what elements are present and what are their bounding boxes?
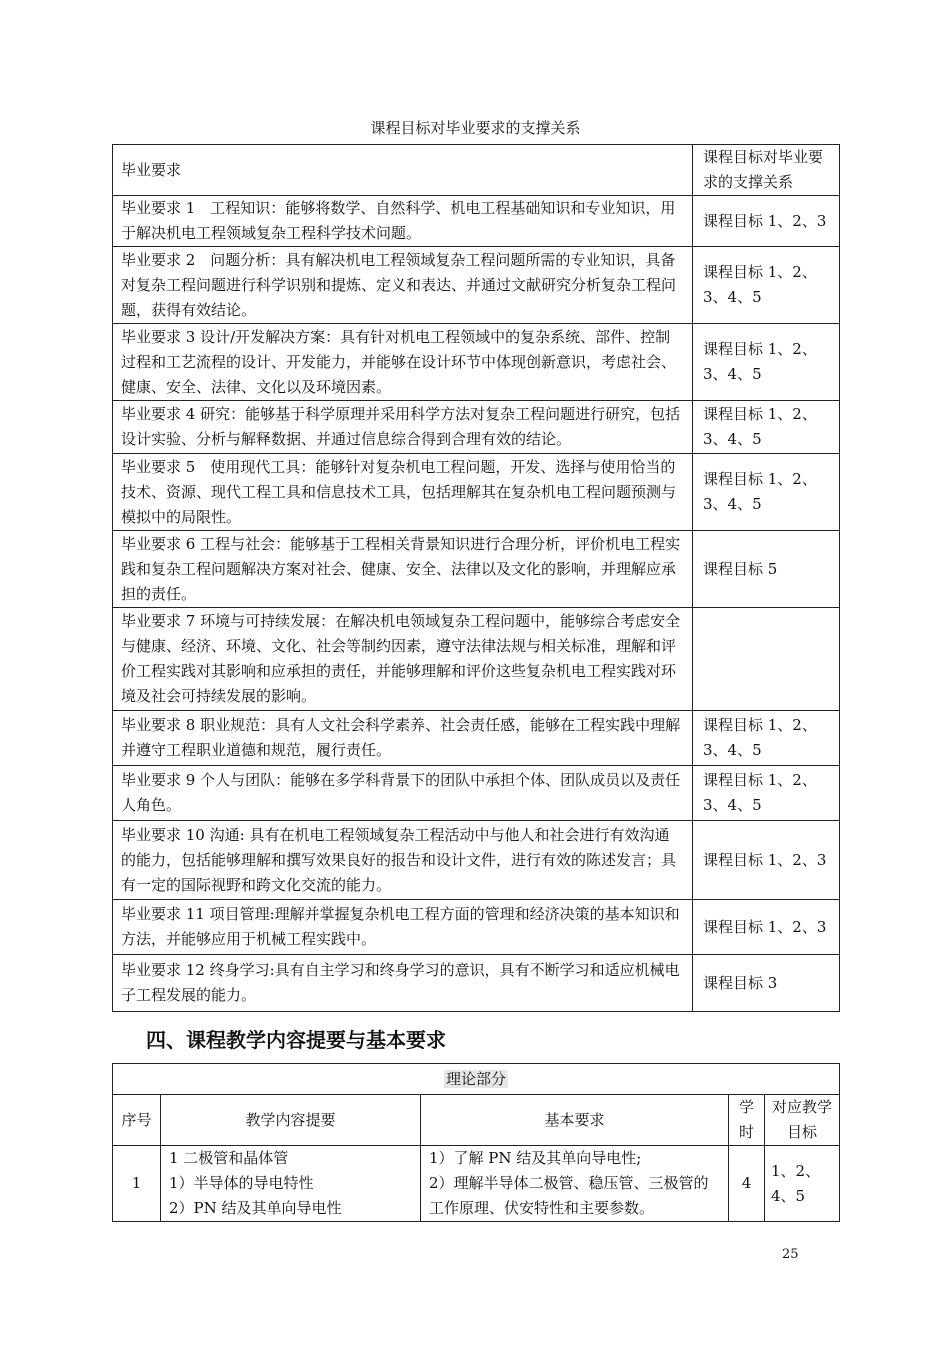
table-row [113,900,840,955]
header-hours: 学时 [729,1095,765,1146]
theory-label: 理论部分 [445,1069,506,1088]
requirements-cell [421,1146,729,1222]
requirement-line: 2）理解半导体二极管、稳压管、三极管的工作原理、伏安特性和主要参数。 [429,1174,709,1217]
header-support: 课程目标对毕业要求的支撑关系 [693,145,840,196]
requirement-line: 1）了解 PN 结及其单向导电性; [429,1149,642,1167]
objectives-cell: 1、2、4、5 [765,1146,840,1222]
support-cell: 课程目标 1、2、3、4、5 [693,454,840,531]
teaching-content-table [112,1063,840,1222]
requirement-cell: 毕业要求 7 环境与可持续发展：在解决机电领域复杂工程问题中，能够综合考虑安全与健康、经济、环境、文化、社会等制约因素，遵守法律法规与相关标准，理解和评价工程实践对其影响和应承担的责任，并能够理解和评价这些复杂机电工程实践对环境及社会可持续发展的影响。 [113,608,693,711]
row-no: 1 [113,1146,161,1222]
table-row [113,608,840,711]
header-content: 教学内容提要 [161,1095,421,1146]
support-cell: 课程目标 1、2、3、4、5 [693,711,840,766]
table-row [113,766,840,821]
section-heading: 四、课程教学内容提要与基本要求 [146,1028,446,1052]
header-objectives: 对应教学目标 [765,1095,840,1146]
table-row [113,196,840,247]
requirement-cell: 毕业要求 5 使用现代工具：能够针对复杂机电工程问题，开发、选择与使用恰当的技术、资源、现代工程工具和信息技术工具，包括理解其在复杂机电工程问题预测与模拟中的局限性。 [113,454,693,531]
support-cell: 课程目标 1、2、3、4、5 [693,324,840,401]
page-number: 25 [782,1247,799,1262]
table-row [113,247,840,324]
support-cell [693,608,840,711]
requirement-cell: 毕业要求 2 问题分析：具有解决机电工程领域复杂工程问题所需的专业知识，具备对复杂工程问题进行科学识别和提炼、定义和表达、并通过文献研究分析复杂工程问题，获得有效结论。 [113,247,693,324]
content-line: 2）PN 结及其单向导电性 [169,1199,342,1217]
requirement-cell: 毕业要求 12 终身学习:具有自主学习和终身学习的意识，具有不断学习和适应机械电子工程发展的能力。 [113,955,693,1012]
support-cell: 课程目标 5 [693,531,840,608]
support-cell: 课程目标 3 [693,955,840,1012]
support-cell: 课程目标 1、2、3、4、5 [693,766,840,821]
support-relation-table [112,144,840,1012]
hours-cell: 4 [729,1146,765,1222]
requirement-cell: 毕业要求 1 工程知识：能够将数学、自然科学、机电工程基础知识和专业知识，用于解决机电工程领域复杂工程科学技术问题。 [113,196,693,247]
content-cell [161,1146,421,1222]
table-row [113,1146,840,1222]
requirement-cell: 毕业要求 9 个人与团队：能够在多学科背景下的团队中承担个体、团队成员以及责任人角色。 [113,766,693,821]
requirement-cell: 毕业要求 8 职业规范：具有人文社会科学素养、社会责任感，能够在工程实践中理解并遵守工程职业道德和规范，履行责任。 [113,711,693,766]
content-line: 1）半导体的导电特性 [169,1174,314,1192]
support-table-header [113,145,840,196]
requirement-cell: 毕业要求 6 工程与社会：能够基于工程相关背景知识进行合理分析，评价机电工程实践和复杂工程问题解决方案对社会、健康、安全、法律以及文化的影响，并理解应承担的责任。 [113,531,693,608]
table-row [113,531,840,608]
theory-row [113,1064,840,1095]
requirement-cell: 毕业要求 10 沟通: 具有在机电工程领域复杂工程活动中与他人和社会进行有效沟通的能力，包括能够理解和撰写效果良好的报告和设计文件，进行有效的陈述发言；具有一定的国际视野和跨文化交流的能力。 [113,821,693,900]
support-cell: 课程目标 1、2、3、4、5 [693,247,840,324]
table-caption: 课程目标对毕业要求的支撑关系 [370,119,581,137]
table-row [113,821,840,900]
header-requirements: 基本要求 [421,1095,729,1146]
content-table-header [113,1095,840,1146]
support-cell: 课程目标 1、2、3 [693,821,840,900]
support-cell: 课程目标 1、2、3 [693,900,840,955]
table-row [113,324,840,401]
header-no: 序号 [113,1095,161,1146]
header-requirement: 毕业要求 [113,145,693,196]
support-cell: 课程目标 1、2、3 [693,196,840,247]
table-row [113,401,840,454]
table-row [113,955,840,1012]
table-row [113,454,840,531]
requirement-cell: 毕业要求 11 项目管理:理解并掌握复杂机电工程方面的管理和经济决策的基本知识和方法，并能够应用于机械工程实践中。 [113,900,693,955]
requirement-cell: 毕业要求 3 设计/开发解决方案：具有针对机电工程领域中的复杂系统、部件、控制过程和工艺流程的设计、开发能力，并能够在设计环节中体现创新意识，考虑社会、健康、安全、法律、文化以及环境因素。 [113,324,693,401]
content-line: 1 二极管和晶体管 [169,1149,289,1167]
table-row [113,711,840,766]
requirement-cell: 毕业要求 4 研究：能够基于科学原理并采用科学方法对复杂工程问题进行研究，包括设计实验、分析与解释数据、并通过信息综合得到合理有效的结论。 [113,401,693,454]
support-cell: 课程目标 1、2、3、4、5 [693,401,840,454]
